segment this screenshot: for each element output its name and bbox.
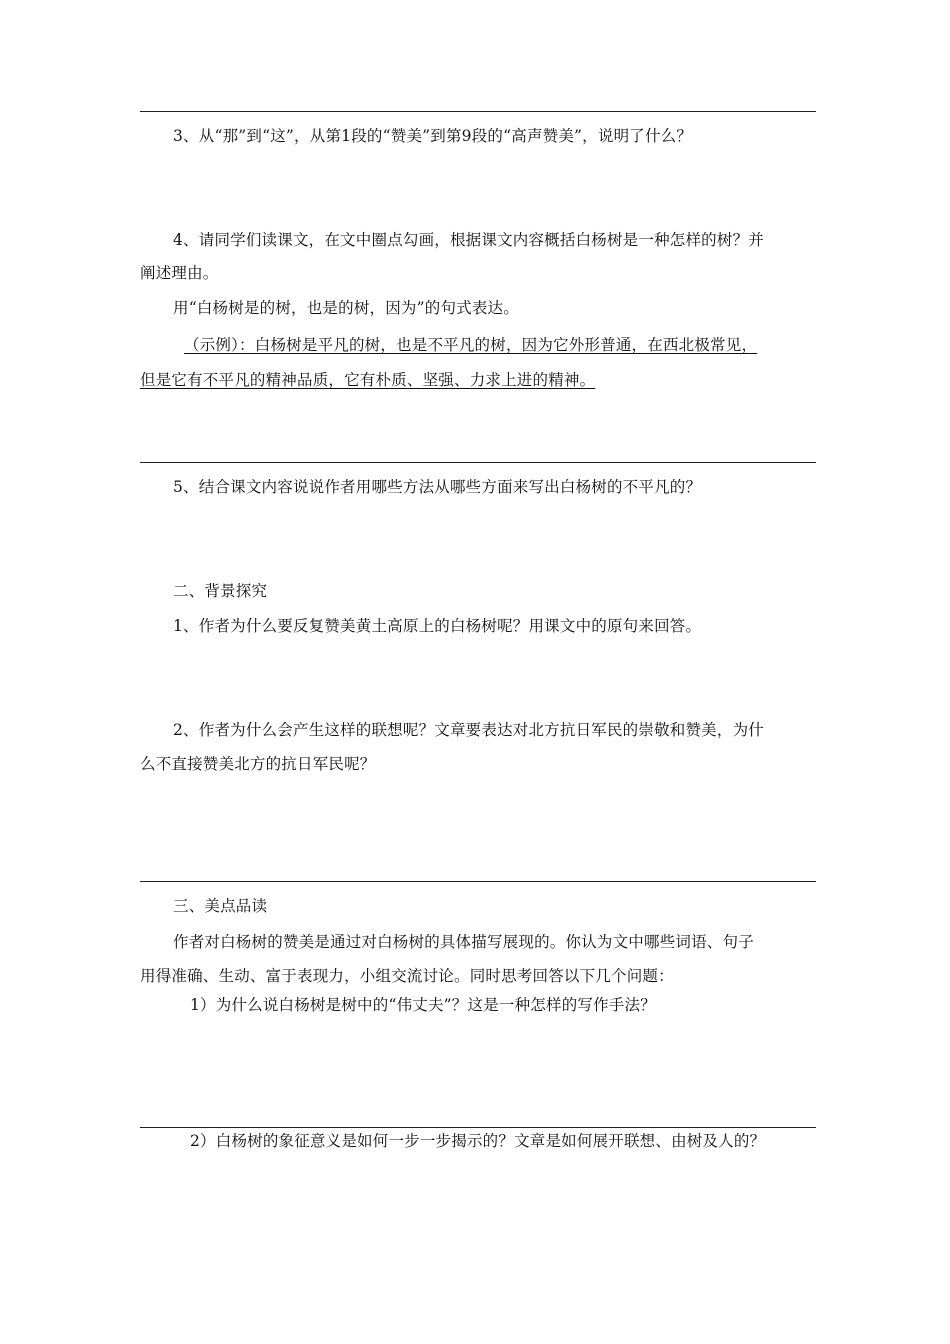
answer-format-instruction: 用“白杨树是的树，也是的树，因为”的句式表达。 xyxy=(173,299,519,317)
background-question-2-line-2: 么不直接赞美北方的抗日军民呢？ xyxy=(140,755,376,773)
section-heading-reading: 三、美点品读 xyxy=(173,897,268,915)
divider-line xyxy=(140,881,816,882)
example-answer-line-1: （示例）：白杨树是平凡的树，也是不平凡的树，因为它外形普通，在西北极常见， xyxy=(184,336,758,354)
divider-line xyxy=(140,111,816,112)
question-3: 3、从“那”到“这”，从第1段的“赞美”到第9段的“高声赞美”，说明了什么？ xyxy=(173,127,693,145)
section-heading-background: 二、背景探究 xyxy=(173,582,268,600)
reading-sub-question-1: 1）为什么说白杨树是树中的“伟丈夫”？这是一种怎样的写作手法？ xyxy=(190,996,656,1014)
example-answer-line-2: 但是它有不平凡的精神品质，它有朴质、坚强、力求上进的精神。 xyxy=(140,371,596,389)
reading-sub-question-2: 2）白杨树的象征意义是如何一步一步揭示的？文章是如何展开联想、由树及人的？ xyxy=(190,1132,766,1150)
reading-intro-line-1: 作者对白杨树的赞美是通过对白杨树的具体描写展现的。你认为文中哪些词语、句子 xyxy=(173,933,754,951)
divider-line xyxy=(140,1127,816,1128)
background-question-1: 1、作者为什么要反复赞美黄土高原上的白杨树呢？用课文中的原句来回答。 xyxy=(173,617,702,635)
question-4-line-2: 阐述理由。 xyxy=(140,264,219,282)
divider-line xyxy=(140,462,816,463)
question-4-line-1: 4、请同学们读课文，在文中圈点勾画，根据课文内容概括白杨树是一种怎样的树？并 xyxy=(173,231,764,249)
question-5: 5、结合课文内容说说作者用哪些方法从哪些方面来写出白杨树的不平凡的？ xyxy=(173,478,702,496)
background-question-2-line-1: 2、作者为什么会产生这样的联想呢？文章要表达对北方抗日军民的崇敬和赞美，为什 xyxy=(173,721,764,739)
reading-intro-line-2: 用得准确、生动、富于表现力，小组交流讨论。同时思考回答以下几个问题： xyxy=(140,967,674,985)
